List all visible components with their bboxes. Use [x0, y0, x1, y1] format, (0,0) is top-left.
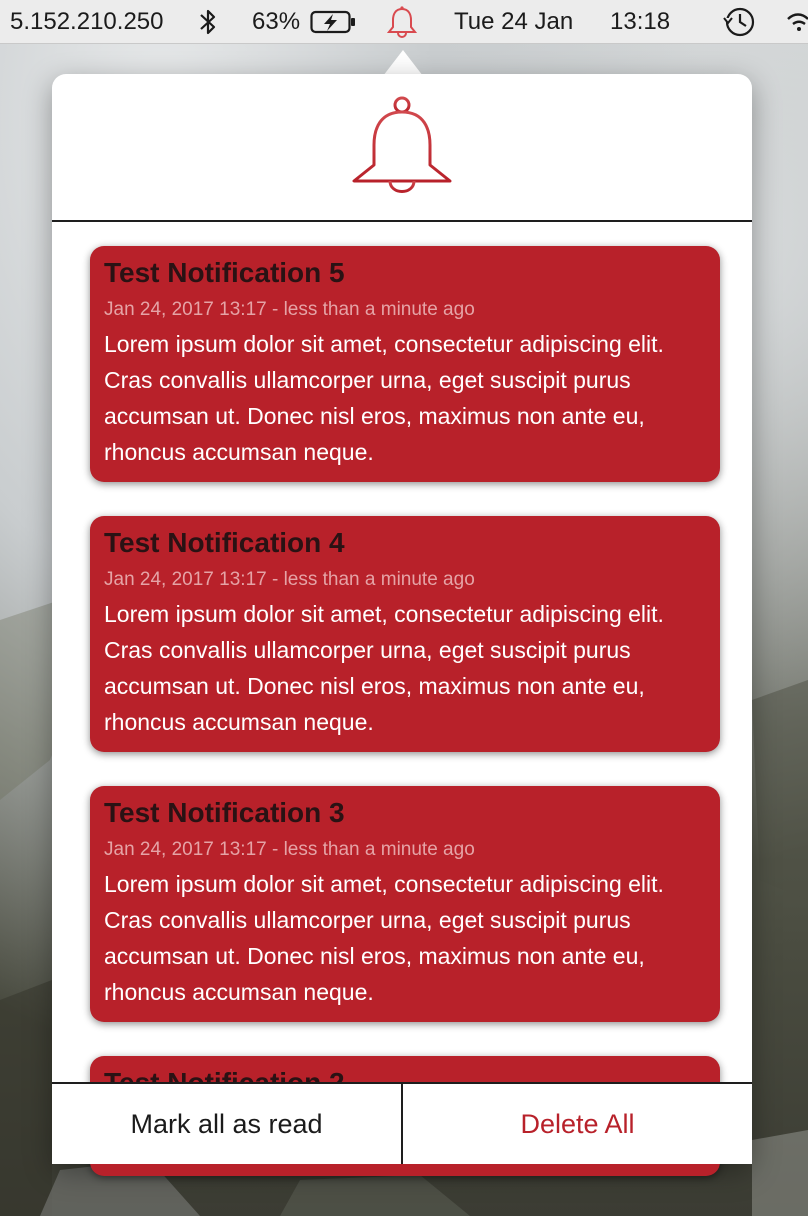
notification-title: Test Notification 5 [104, 257, 345, 288]
popover-arrow [383, 50, 423, 76]
bell-icon[interactable] [384, 0, 420, 44]
notification-body: Lorem ipsum dolor sit amet, consectetur adipiscing elit. Cras convallis ullamcorper urna, eget suscipit purus accumsan ut. Donec nisl eros, maximus non ante eu, rhoncus accumsan neque. [104, 331, 664, 465]
bell-icon [350, 95, 454, 199]
notification-card[interactable] [90, 246, 720, 482]
notification-body: Lorem ipsum dolor sit amet, consectetur adipiscing elit. Cras convallis ullamcorper urna, eget suscipit purus accumsan ut. Donec nisl eros, maximus non ante eu, rhoncus accumsan neque. [104, 601, 664, 735]
notification-timestamp: Jan 24, 2017 13:17 - less than a minute ago [104, 839, 475, 860]
wifi-icon[interactable] [784, 0, 808, 44]
notification-title: Test Notification 3 [104, 797, 345, 828]
time-machine-icon[interactable] [720, 0, 758, 44]
notifications-popover [52, 74, 752, 1164]
notification-title: Test Notification 4 [104, 527, 345, 558]
mark-all-read-button[interactable]: Mark all as read [52, 1084, 403, 1164]
date-label[interactable]: Tue 24 Jan [454, 8, 574, 35]
time-label[interactable]: 13:18 [610, 8, 671, 35]
battery-charging-icon[interactable] [310, 0, 358, 44]
notification-list[interactable] [52, 222, 752, 1082]
delete-all-button[interactable]: Delete All [403, 1084, 752, 1164]
notification-card[interactable] [90, 516, 720, 752]
popover-header [52, 74, 752, 222]
ip-address-label[interactable]: 5.152.210.250 [10, 8, 164, 35]
notification-timestamp: Jan 24, 2017 13:17 - less than a minute ago [104, 569, 475, 590]
notification-card[interactable] [90, 786, 720, 1022]
battery-percent[interactable]: 63% [252, 8, 301, 35]
bluetooth-icon[interactable] [196, 0, 220, 44]
notification-body: Lorem ipsum dolor sit amet, consectetur adipiscing elit. Cras convallis ullamcorper urna, eget suscipit purus accumsan ut. Donec nisl eros, maximus non ante eu, rhoncus accumsan neque. [104, 871, 664, 1005]
notification-timestamp: Jan 24, 2017 13:17 - less than a minute ago [104, 299, 475, 320]
menu-bar [0, 0, 808, 44]
popover-footer [52, 1082, 752, 1164]
